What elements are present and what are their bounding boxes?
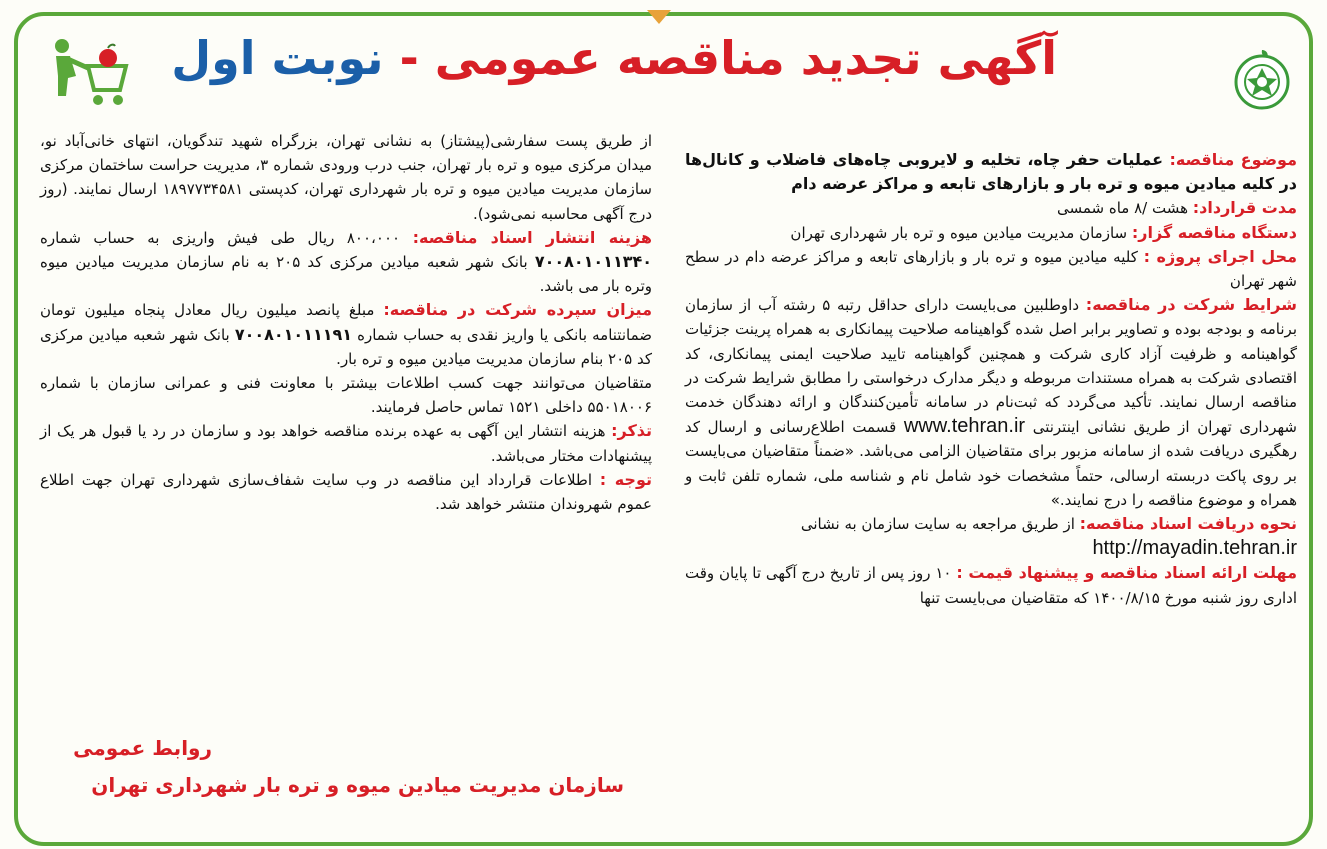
duration-text: هشت /۸ ماه شمسی	[1056, 199, 1188, 218]
fee-text: ۸۰۰،۰۰۰ ریال طی فیش واریزی به حساب شماره	[40, 228, 401, 247]
deposit-text: مبلغ پانصد میلیون ریال معادل پنجاه میلیون تومان ضمانتنامه بانکی یا واریز نقدی به حساب شماره	[40, 301, 652, 344]
right-column	[685, 148, 1297, 610]
duration-label: مدت قرارداد:	[1192, 198, 1297, 218]
conditions-label: شرایط شرکت در مناقصه:	[1085, 295, 1297, 315]
tehran-url-link[interactable]: www.tehran.ir	[903, 415, 1026, 438]
cart-person-icon	[42, 36, 132, 110]
left-column	[40, 129, 652, 516]
location-section	[685, 245, 1297, 293]
subject-text: عملیات حفر چاه، تخلیه و لایروبی چاه‌های فاضلاب و کانال‌ها در کلیه میادین میوه و تره بار و بازارهای تابعه و مراکز عرضه دام	[685, 150, 1297, 194]
location-label: محل اجرای پروژه :	[1143, 246, 1297, 266]
notice-title	[171, 28, 1057, 88]
organizer-section	[685, 221, 1297, 245]
deposit-account: ۷۰۰۸۰۱۰۱۱۱۹۱	[234, 324, 352, 344]
attention-label: توجه :	[599, 469, 652, 489]
title-dash: -	[399, 31, 419, 85]
contact-section	[40, 371, 652, 419]
signature-organization: سازمان مدیریت میادین میوه و تره بار شهرداری تهران	[91, 773, 624, 797]
note-label: تذکر:	[611, 421, 652, 441]
fee-account: ۷۰۰۸۰۱۰۱۱۳۴۰	[534, 252, 652, 272]
attention-section	[40, 468, 652, 516]
fee-text-2: بانک شهر شعبه میادین مرکزی کد ۲۰۵ به نام سازمان مدیریت میادین میوه وتره بار می باشد.	[40, 253, 652, 296]
note-text: هزینه انتشار این آگهی به عهده برنده مناقصه خواهد بود و سازمان در رد یا قبول هر یک از پیشنهادات مختار می‌باشد.	[40, 422, 652, 465]
contact-text: متقاضیان می‌توانند جهت کسب اطلاعات بیشتر با معاونت فنی و عمرانی سازمان با شماره ۵۵۰۱۸۰۰۶ داخلی ۱۵۲۱ تماس حاصل فرمایند.	[40, 374, 652, 417]
deposit-section	[40, 298, 652, 371]
title-main: آگهی تجدید مناقصه عمومی	[434, 31, 1057, 85]
attention-text: اطلاعات قرارداد این مناقصه در وب سایت شفاف‌سازی شهرداری تهران جهت اطلاع عموم شهروندان منتشر خواهد شد.	[40, 470, 652, 514]
subject-section	[685, 148, 1297, 196]
tehran-municipality-logo-icon	[1229, 46, 1295, 112]
note-section	[40, 419, 652, 467]
deposit-label: میزان سپرده شرکت در مناقصه:	[383, 300, 652, 320]
conditions-text: داوطلبین می‌بایست دارای حداقل رتبه ۵ رشته آب از سازمان برنامه و بودجه بوده و تصاویر برابر اصل شده گواهینامه صلاحیت پیمانکاری به همراه پرینت جزئیات گواهینامه و ظرفیت آزاد کاری شرکت و همچنین گواهینامه تایید صلاحیت ایمنی پیمانکاری، کد اقتصادی شرکت به همراه مستندات مربوطه و دیگر مدارک درخواستی را مطابق شرایط شرکت در مناقصه ارسال نمایند. تأکید می‌گردد که ثبت‌نام در سامانه تأمین‌کنندگان و ارائه دهندگان خدمت شهرداری تهران از طریق نشانی اینترنتی	[685, 296, 1297, 437]
conditions-text-2: قسمت اطلاع‌رسانی و ارسال کد رهگیری دریافت شده از سامانه مزبور برای متقاضیان الزامی می‌باشد. «ضمناً متقاضیان می‌بایست بر روی پاکت دربسته ارسالی، حتماً مشخصات خود شامل نام و شناسه ملی، شماره تلفن ثابت و همراه و موضوع مناقصه را درج نمایند.»	[685, 418, 1297, 509]
organizer-text: سازمان مدیریت میادین میوه و تره بار شهرداری تهران	[790, 223, 1128, 242]
receive-section	[685, 512, 1297, 536]
mayadin-url-line	[685, 536, 1297, 561]
conditions-section	[685, 293, 1297, 512]
subject-label: موضوع مناقصه:	[1169, 150, 1297, 169]
deadline-section	[685, 561, 1297, 609]
receive-text: از طریق مراجعه به سایت سازمان به نشانی	[800, 515, 1075, 534]
signature-public-relations: روابط عمومی	[73, 736, 212, 760]
fee-section	[40, 226, 652, 299]
title-round: نوبت اول	[171, 31, 384, 85]
top-notch-decoration	[647, 10, 671, 24]
continuation-section	[40, 129, 652, 226]
continuation-text: از طریق پست سفارشی(پیشتاز) به نشانی تهران، بزرگراه شهید تندگویان، انتهای خانی‌آباد نو، میدان مرکزی میوه و تره بار تهران، جنب درب ورودی شماره ۳، مدیریت حراست ساختمان مرکزی سازمان مدیریت میادین میوه و تره بار شهرداری تهران، کدپستی ۱۸۹۷۷۳۴۵۸۱ ارسال نمایند. (روز درج آگهی محاسبه نمی‌شود).	[40, 132, 652, 223]
fee-label: هزینه انتشار اسناد مناقصه:	[412, 227, 652, 247]
deadline-label: مهلت ارائه اسناد مناقصه و پیشنهاد قیمت :	[956, 563, 1297, 583]
deposit-text-2: بانک شهر شعبه میادین مرکزی کد ۲۰۵ بنام سازمان مدیریت میادین میوه و تره بار.	[40, 325, 652, 368]
receive-label: نحوه دریافت اسناد مناقصه:	[1079, 514, 1297, 534]
location-text: کلیه میادین میوه و تره بار و بازارهای تابعه و مراکز عرضه دام در سطح شهر تهران	[685, 247, 1297, 291]
duration-section	[685, 196, 1297, 220]
organizer-label: دستگاه مناقصه گزار:	[1131, 222, 1297, 242]
mayadin-url-link[interactable]: http://mayadin.tehran.ir	[1092, 537, 1297, 560]
deadline-text: ۱۰ روز پس از تاریخ درج آگهی تا پایان وقت اداری روز شنبه مورخ ۱۴۰۰/۸/۱۵ که متقاضیان می‌بایست تنها	[685, 564, 1297, 607]
